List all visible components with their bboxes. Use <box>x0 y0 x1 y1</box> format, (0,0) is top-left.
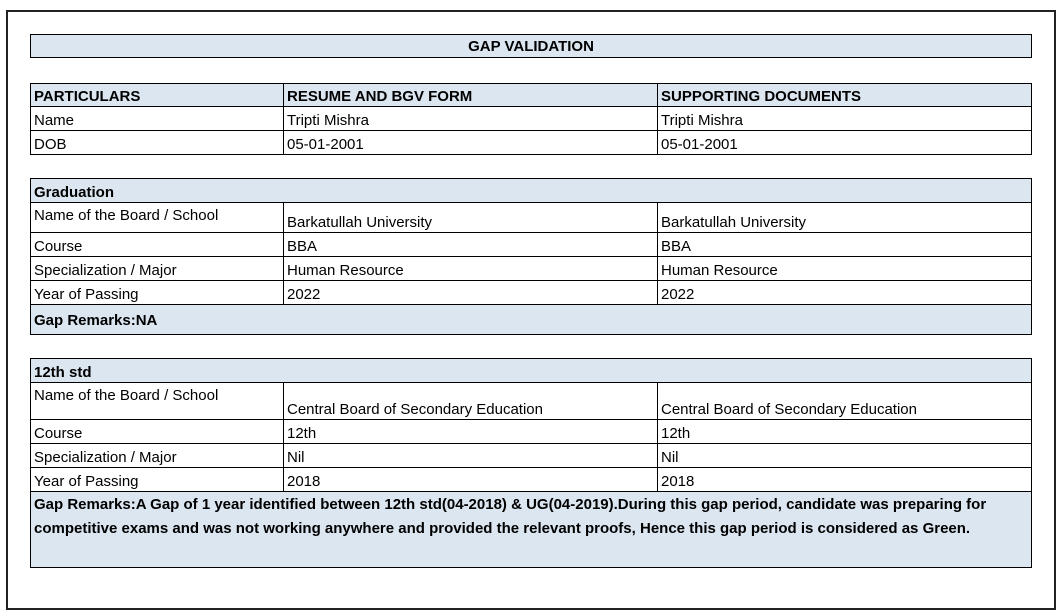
docs-value: Barkatullah University <box>657 203 1033 232</box>
header-resume-bgv: RESUME AND BGV FORM <box>283 84 657 106</box>
docs-value: 2018 <box>657 468 1033 491</box>
table-row <box>30 233 1032 257</box>
docs-value: 05-01-2001 <box>657 131 1033 154</box>
section-heading-12th <box>30 358 1032 383</box>
table-row <box>30 383 1032 420</box>
table-row <box>30 468 1032 492</box>
table-row <box>30 444 1032 468</box>
resume-value: Nil <box>283 444 657 467</box>
table-row <box>30 281 1032 305</box>
resume-value: Human Resource <box>283 257 657 280</box>
resume-value: BBA <box>283 233 657 256</box>
row-label: DOB <box>34 136 67 153</box>
row-label: Specialization / Major <box>34 449 177 466</box>
gap-remarks-graduation <box>30 305 1032 335</box>
gap-remarks-12th <box>30 492 1032 568</box>
table-header <box>30 83 1032 107</box>
resume-value: 2018 <box>283 468 657 491</box>
resume-value: Tripti Mishra <box>283 107 657 130</box>
section-title: 12th std <box>34 364 92 381</box>
row-label: Name of the Board / School <box>34 387 219 404</box>
gap-remarks-text: Gap Remarks:NA <box>34 312 158 329</box>
header-supporting-docs: SUPPORTING DOCUMENTS <box>657 84 1033 106</box>
page-title: GAP VALIDATION <box>30 34 1032 58</box>
row-label: Course <box>34 238 83 255</box>
resume-value: 05-01-2001 <box>283 131 657 154</box>
resume-value: 2022 <box>283 281 657 304</box>
docs-value: Nil <box>657 444 1033 467</box>
docs-value: BBA <box>657 233 1033 256</box>
docs-value: Tripti Mishra <box>657 107 1033 130</box>
section-title: Graduation <box>34 184 115 201</box>
row-label: Year of Passing <box>34 473 139 490</box>
row-label: Name <box>34 112 75 129</box>
resume-value: Central Board of Secondary Education <box>283 383 657 419</box>
table-row <box>30 203 1032 233</box>
docs-value: 2022 <box>657 281 1033 304</box>
resume-value: Barkatullah University <box>283 203 657 232</box>
row-label: Year of Passing <box>34 286 139 303</box>
table-row-name <box>30 107 1032 131</box>
section-heading-graduation <box>30 178 1032 203</box>
row-label: Course <box>34 425 83 442</box>
row-label: Name of the Board / School <box>34 207 219 224</box>
docs-value: Human Resource <box>657 257 1033 280</box>
docs-value: Central Board of Secondary Education <box>657 383 1033 419</box>
table-row-dob <box>30 131 1032 155</box>
resume-value: 12th <box>283 420 657 443</box>
table-row <box>30 420 1032 444</box>
header-particulars: PARTICULARS <box>34 88 141 105</box>
gap-remarks-text: Gap Remarks:A Gap of 1 year identified between 12th std(04-2018) & UG(04-2019).During this gap period, candidate was preparing for competitive exams and was not working anywhere and provided the relevant proofs, Hence this gap period is considered as Green. <box>34 496 987 537</box>
table-row <box>30 257 1032 281</box>
docs-value: 12th <box>657 420 1033 443</box>
row-label: Specialization / Major <box>34 262 177 279</box>
